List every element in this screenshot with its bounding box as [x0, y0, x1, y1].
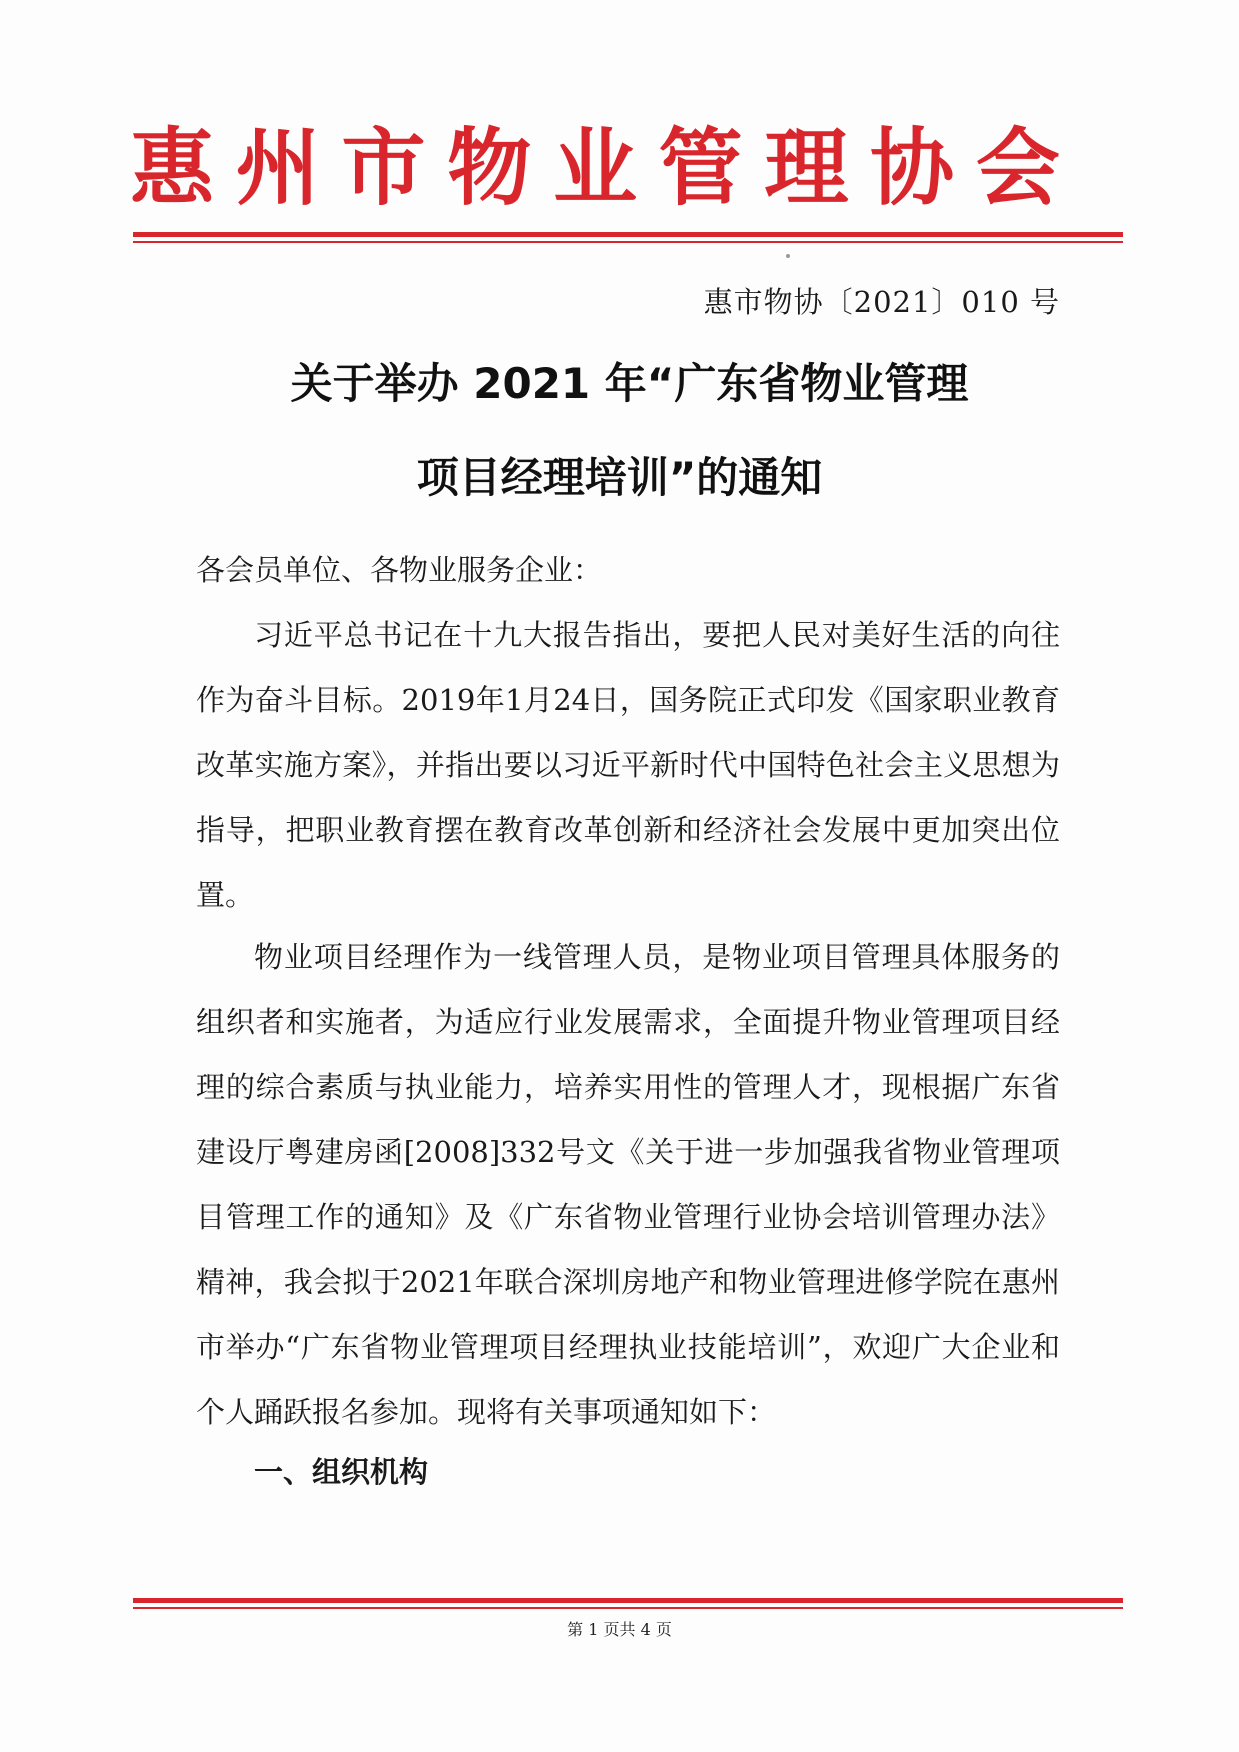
footer-divider [133, 1598, 1123, 1609]
header-divider-thin [133, 241, 1123, 243]
letterhead-char: 州 [235, 119, 320, 217]
letterhead-char: 协 [870, 119, 955, 217]
paragraph-text: 习近平总书记在十九大报告指出，要把人民对美好生活的向往作为奋斗目标。2019年1月24日，国务院正式印发《国家职业教育改革实施方案》，并指出要以习近平新时代中国特色社会主义思想为指导，把职业教育摆在教育改革创新和经济社会发展中更加突出位置。 [196, 618, 1060, 912]
header-divider [133, 232, 1123, 243]
letterhead-char: 市 [341, 119, 426, 217]
salutation: 各会员单位、各物业服务企业： [196, 553, 603, 587]
scan-speck [786, 254, 790, 258]
body-paragraph-1 [196, 603, 1060, 928]
letterhead-char: 理 [764, 119, 849, 217]
section-heading: 一、组织机构 [254, 1455, 429, 1489]
letterhead-char: 物 [447, 119, 532, 217]
document-title-line-2: 项目经理培训”的通知 [416, 453, 823, 502]
letterhead-char: 业 [552, 119, 637, 217]
document-title-line-1: 关于举办 2021 年“广东省物业管理 [290, 359, 969, 408]
paragraph-text: 物业项目经理作为一线管理人员，是物业项目管理具体服务的组织者和实施者，为适应行业发展需求，全面提升物业管理项目经理的综合素质与执业能力，培养实用性的管理人才，现根据广东省建设厅粤建房函[2008]332号文《关于进一步加强我省物业管理项目管理工作的通知》及《广东省物业管理行业协会培训管理办法》精神，我会拟于2021年联合深圳房地产和物业管理进修学院在惠州市举办“广东省物业管理项目经理执业技能培训”，欢迎广大企业和个人踊跃报名参加。现将有关事项通知如下： [196, 940, 1060, 1429]
letterhead-char: 管 [658, 119, 743, 217]
document-number: 惠市物协〔2021〕010 号 [703, 285, 1060, 319]
page-number: 第 1 页共 4 页 [567, 1620, 672, 1639]
letterhead-char: 惠 [130, 119, 215, 217]
footer-divider-thin [133, 1607, 1123, 1609]
body-paragraph-2 [196, 925, 1060, 1445]
org-letterhead [130, 118, 1060, 218]
letterhead-char: 会 [975, 119, 1060, 217]
